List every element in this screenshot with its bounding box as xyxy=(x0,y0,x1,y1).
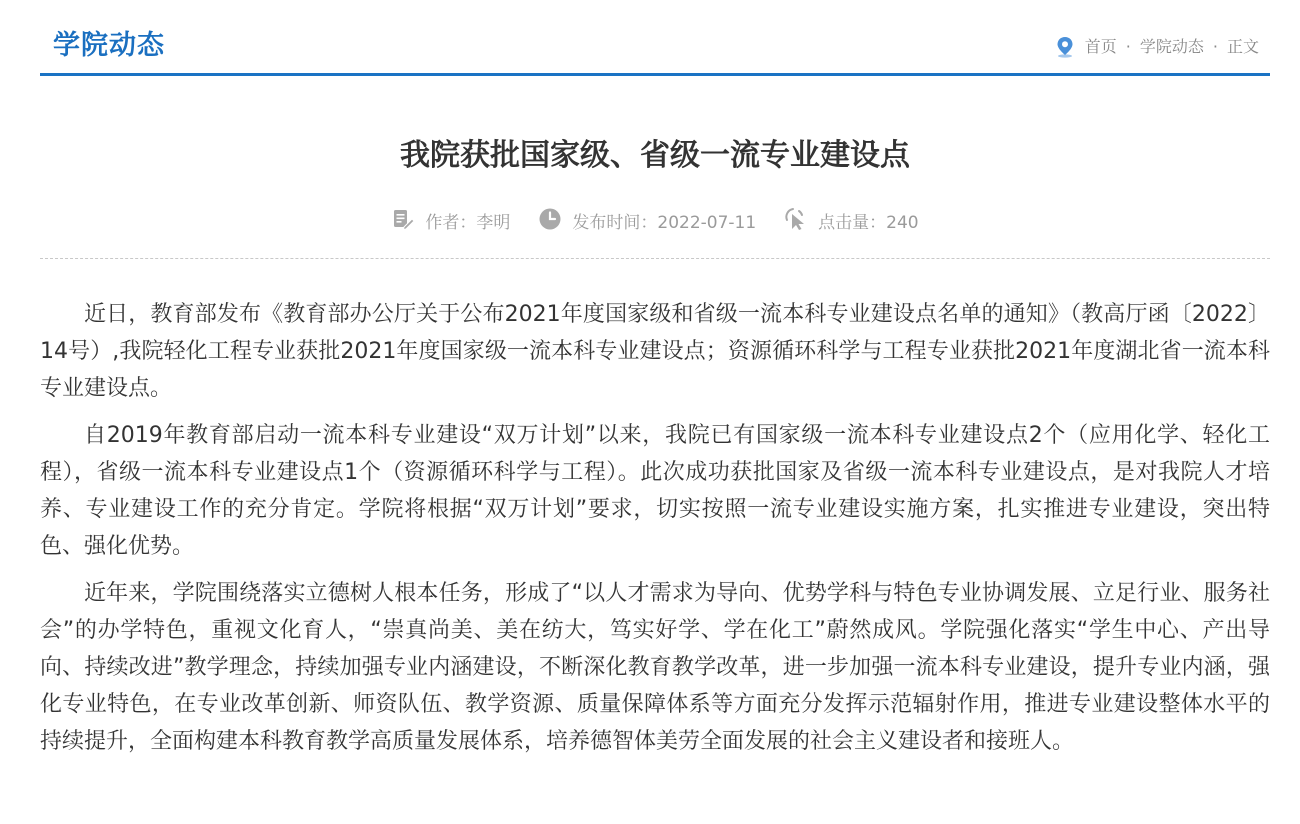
meta-views xyxy=(784,207,918,239)
article-meta xyxy=(40,207,1270,239)
meta-author-text: 作者：李明 xyxy=(425,213,511,233)
cursor-click-icon xyxy=(784,207,818,239)
breadcrumb-home-link[interactable]: 首页 xyxy=(1084,37,1117,56)
breadcrumb-separator: · xyxy=(1125,37,1131,56)
section-title: 学院动态 xyxy=(53,30,165,61)
breadcrumb-news-link[interactable]: 学院动态 xyxy=(1139,37,1204,56)
meta-author xyxy=(391,207,510,239)
article-body xyxy=(40,296,1270,770)
title-divider xyxy=(40,258,1270,259)
page-header xyxy=(40,0,1270,76)
article-paragraph: 近日，教育部发布《教育部办公厅关于公布2021年度国家级和省级一流本科专业建设点名单的通知》（教高厅函〔2022〕14号）,我院轻化工程专业获批2021年度国家级一流本科专业建设点；资源循环科学与工程专业获批2021年度湖北省一流本科专业建设点。 xyxy=(40,302,1270,401)
meta-date-text: 发布时间：2022-07-11 xyxy=(572,213,757,233)
author-edit-icon xyxy=(391,207,425,239)
article-paragraph: 自2019年教育部启动一流本科专业建设“双万计划”以来，我院已有国家级一流本科专业建设点2个（应用化学、轻化工程），省级一流本科专业建设点1个（资源循环科学与工程）。此次成功获批国家及省级一流本科专业建设点，是对我院人才培养、专业建设工作的充分肯定。学院将根据“双万计划”要求，切实按照一流专业建设实施方案，扎实推进专业建设，突出特色、强化优势。 xyxy=(40,423,1270,559)
article-paragraph: 近年来，学院围绕落实立德树人根本任务，形成了“以人才需求为导向、优势学科与特色专业协调发展、立足行业、服务社会”的办学特色，重视文化育人，“崇真尚美、美在纺大，笃实好学、学在化工”蔚然成风。学院强化落实“学生中心、产出导向、持续改进”教学理念，持续加强专业内涵建设，不断深化教育教学改革，进一步加强一流本科专业建设，提升专业内涵，强化专业特色，在专业改革创新、师资队伍、教学资源、质量保障体系等方面充分发挥示范辐射作用，推进专业建设整体水平的持续提升，全面构建本科教育教学高质量发展体系，培养德智体美劳全面发展的社会主义建设者和接班人。 xyxy=(40,581,1270,754)
breadcrumb-current: 正文 xyxy=(1226,37,1259,56)
breadcrumb xyxy=(1055,36,1259,58)
meta-date xyxy=(538,207,756,239)
location-pin-icon xyxy=(1055,36,1075,58)
breadcrumb-separator: · xyxy=(1212,37,1218,56)
clock-icon xyxy=(538,207,572,239)
meta-views-text: 点击量：240 xyxy=(818,213,919,233)
article-title: 我院获批国家级、省级一流专业建设点 xyxy=(400,138,910,173)
